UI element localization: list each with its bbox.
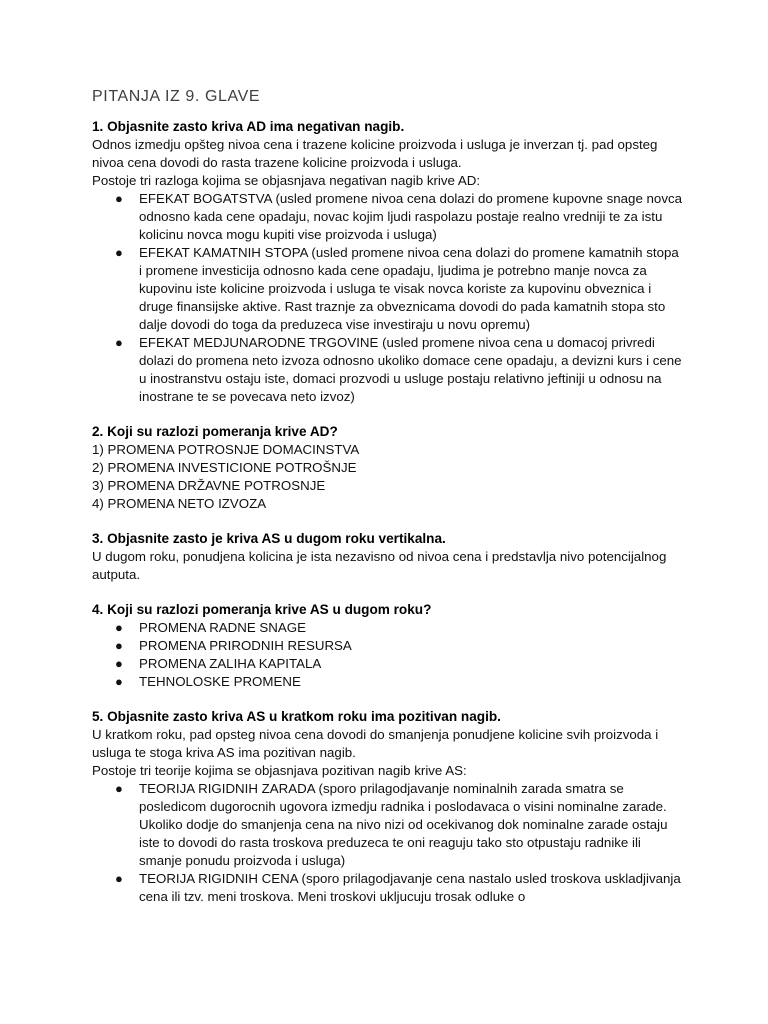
list-item: ● EFEKAT KAMATNIH STOPA (usled promene nivoa cena dolazi do promene kamatnih stopa i promene investicija odnosno kada cene opadaju, ljudima je potrebno manje novca za kupovinu iste kolicine proizvoda i usluga te visak novca koriste za kupovinu obveznica i druge finansijske aktive. Rast traznje za obveznicama dovodi do pada kamatnih stopa sto dalje dovodi do toga da preduzeca vise investiraju u novu opremu)	[115, 245, 679, 332]
section-q2	[92, 423, 684, 513]
list-item: ● PROMENA ZALIHA KAPITALA	[115, 656, 322, 671]
bullet-list	[92, 190, 684, 406]
bullet-icon: ●	[115, 871, 123, 886]
bullet-icon: ●	[115, 245, 123, 260]
list-item: ● TEHNOLOSKE PROMENE	[115, 674, 301, 689]
paragraph: Odnos izmedju opšteg nivoa cena i trazene kolicine proizvoda i usluga je inverzan tj. pad opsteg nivoa cena dovodi do rasta trazene kolicine proizvoda i usluga.	[92, 137, 658, 170]
section-q3	[92, 530, 684, 584]
section-q1	[92, 118, 684, 406]
section-q4	[92, 601, 684, 691]
bullet-icon: ●	[115, 620, 123, 635]
list-item: ● EFEKAT MEDJUNARODNE TRGOVINE (usled promene nivoa cena u domacoj privredi dolazi do promena neto izvoza odnosno ukoliko domace cene opadaju, a devizni kurs i cene u inostranstvu ostaju iste, domaci prozvodi u usluge postaju relativno jeftiniji u odnosu na inostrane te se povecava neto izvoz)	[115, 335, 682, 404]
question-heading: 3. Objasnite zasto je kriva AS u dugom roku vertikalna.	[92, 531, 446, 546]
bullet-list	[92, 619, 684, 691]
paragraph: U dugom roku, ponudjena kolicina je ista nezavisno od nivoa cena i predstavlja nivo potencijalnog autputa.	[92, 549, 667, 582]
list-item: ● EFEKAT BOGATSTVA (usled promene nivoa cena dolazi do promene kupovne snage novca odnosno kada cene opadaju, novac kojim ljudi raspolazu postaje realno vredniji te za istu kolicinu novca mogu kupiti vise proizvoda i usluga)	[115, 191, 683, 242]
question-heading: 4. Koji su razlozi pomeranja krive AS u dugom roku?	[92, 602, 432, 617]
section-q5	[92, 708, 684, 906]
bullet-icon: ●	[115, 638, 123, 653]
list-item: ● PROMENA PRIRODNIH RESURSA	[115, 638, 352, 653]
list-item: ● TEORIJA RIGIDNIH ZARADA (sporo prilagodjavanje nominalnih zarada smatra se posledicom dugorocnih ugovora izmedju radnika i poslodavaca o visini nominalne zarade. Ukoliko dodje do smanjenja cena na nivo nizi od ocekivanog dok nominalne zarade ostaju iste to dovodi do rasta troskova preduzeca te oni reaguju tako sto otpustaju radnike ili smanje ponudu proizvoda i usluga)	[115, 781, 668, 868]
paragraph: U kratkom roku, pad opsteg nivoa cena dovodi do smanjenja ponudjene kolicine svih proizvoda i usluga te stoga kriva AS ima pozitivan nagib.	[92, 727, 659, 760]
list-item: 1) PROMENA POTROSNJE DOMACINSTVA	[92, 442, 360, 457]
bullet-icon: ●	[115, 674, 123, 689]
bullet-icon: ●	[115, 781, 123, 796]
list-item: ● PROMENA RADNE SNAGE	[115, 620, 306, 635]
bullet-icon: ●	[115, 656, 123, 671]
list-item: 3) PROMENA DRŽAVNE POTROSNJE	[92, 478, 326, 493]
bullet-list	[92, 780, 684, 906]
question-heading: 5. Objasnite zasto kriva AS u kratkom roku ima pozitivan nagib.	[92, 709, 501, 724]
document-title: PITANJA IZ 9. GLAVE	[92, 88, 261, 105]
question-heading: 2. Koji su razlozi pomeranja krive AD?	[92, 424, 338, 439]
list-item: 2) PROMENA INVESTICIONE POTROŠNJE	[92, 460, 357, 475]
question-heading: 1. Objasnite zasto kriva AD ima negativan nagib.	[92, 119, 405, 134]
paragraph: Postoje tri teorije kojima se objasnjava pozitivan nagib krive AS:	[92, 763, 467, 778]
numbered-list	[92, 441, 684, 513]
bullet-icon: ●	[115, 335, 123, 350]
list-item: ● TEORIJA RIGIDNIH CENA (sporo prilagodjavanje cena nastalo usled troskova uskladjivanja cena ili tzv. meni troskova. Meni troskovi ukljucuju trosak odluke o	[115, 871, 681, 904]
list-item: 4) PROMENA NETO IZVOZA	[92, 496, 267, 511]
bullet-icon: ●	[115, 191, 123, 206]
paragraph: Postoje tri razloga kojima se objasnjava negativan nagib krive AD:	[92, 173, 481, 188]
